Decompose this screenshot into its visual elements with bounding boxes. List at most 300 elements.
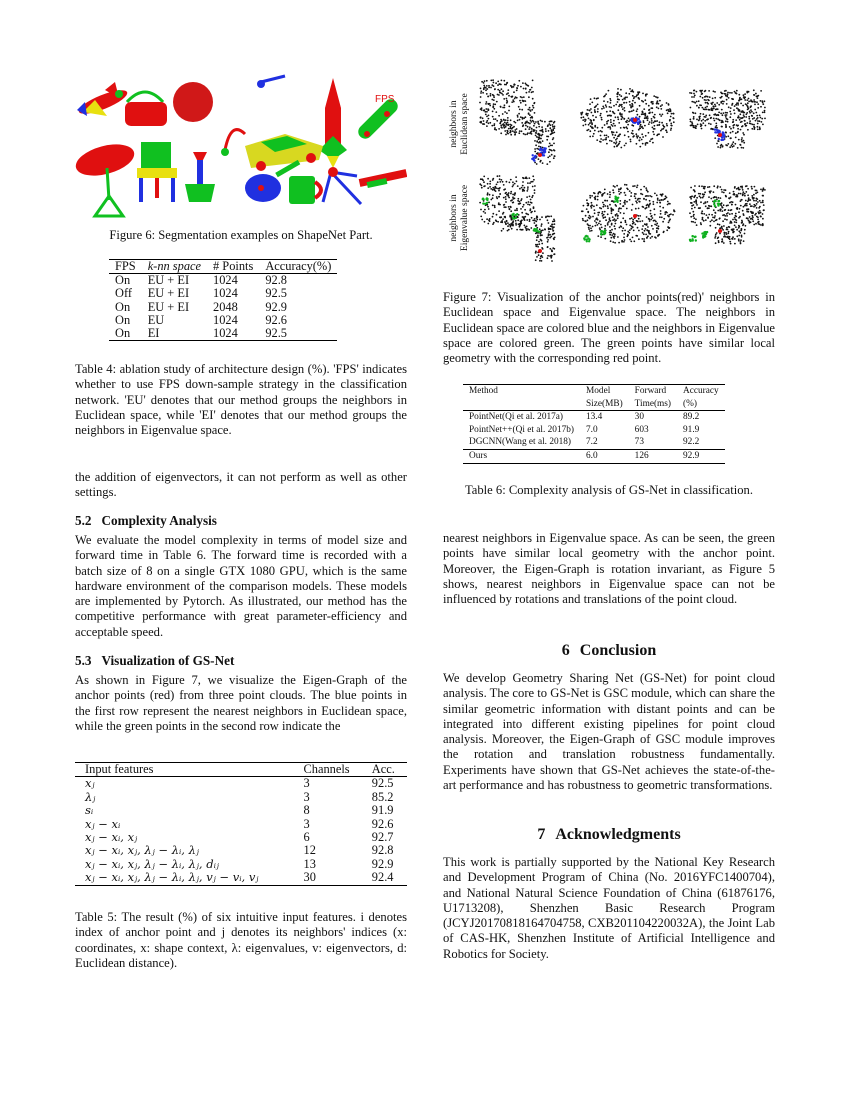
table-row <box>463 424 725 437</box>
cloud-point <box>486 80 488 82</box>
cloud-point <box>628 136 630 138</box>
cloud-point <box>660 108 662 110</box>
cloud-point <box>718 241 720 243</box>
cloud-point <box>592 127 594 129</box>
cloud-point <box>501 120 503 122</box>
cloud-point <box>551 150 553 152</box>
cloud-point <box>550 129 552 131</box>
cloud-point <box>527 126 529 128</box>
cloud-point <box>716 232 718 234</box>
cloud-point <box>493 118 495 120</box>
cloud-point <box>552 230 554 232</box>
cloud-point <box>510 134 512 136</box>
cloud-point <box>521 122 523 124</box>
cloud-point <box>609 230 611 232</box>
neighbor-point <box>586 235 588 237</box>
table-cell: On <box>115 273 131 288</box>
cloud-point <box>550 145 552 147</box>
cloud-point <box>501 230 503 232</box>
cloud-point <box>739 144 741 146</box>
table-6-header: Forward <box>629 385 677 398</box>
cloud-point <box>726 227 728 229</box>
cloud-point <box>735 92 737 94</box>
cloud-point <box>643 233 645 235</box>
cloud-point <box>487 109 489 111</box>
cloud-point <box>750 105 752 107</box>
cloud-point <box>514 192 516 194</box>
cloud-point <box>651 118 653 120</box>
cloud-point <box>485 103 487 105</box>
cloud-point <box>694 190 696 192</box>
cloud-point <box>547 237 549 239</box>
cloud-point <box>641 113 643 115</box>
cloud-point <box>751 205 753 207</box>
cloud-point <box>541 223 543 225</box>
cloud-point <box>739 189 741 191</box>
cloud-point <box>526 92 528 94</box>
cloud-point <box>762 112 764 114</box>
cloud-point <box>512 201 514 203</box>
cloud-point <box>617 236 619 238</box>
cloud-point <box>621 115 623 117</box>
table-cell: 73 <box>634 437 644 448</box>
cloud-point <box>613 105 615 107</box>
cloud-point <box>632 237 634 239</box>
cloud-point <box>660 213 662 215</box>
cloud-point <box>756 203 758 205</box>
cloud-point <box>650 219 652 221</box>
cloud-point <box>616 185 618 187</box>
cloud-point <box>639 125 641 127</box>
neighbor-point <box>713 203 715 205</box>
cloud-point <box>706 109 708 111</box>
cloud-point <box>700 123 702 125</box>
cloud-point <box>660 105 662 107</box>
cloud-point <box>619 193 621 195</box>
mug-shape <box>289 176 321 204</box>
cloud-point <box>734 219 736 221</box>
cloud-point <box>716 125 718 127</box>
cloud-point <box>604 225 606 227</box>
cloud-point <box>517 216 519 218</box>
cloud-point <box>733 127 735 129</box>
cloud-point <box>656 231 658 233</box>
cloud-point <box>699 96 701 98</box>
cloud-point <box>742 105 744 107</box>
cloud-point <box>592 135 594 137</box>
cloud-point <box>484 111 486 113</box>
cloud-point <box>647 195 649 197</box>
cloud-point <box>502 213 504 215</box>
cloud-point <box>494 89 496 91</box>
cloud-point <box>698 100 700 102</box>
cloud-point <box>486 204 488 206</box>
cloud-point <box>517 219 519 221</box>
section-number: 7 <box>537 826 546 843</box>
cloud-point <box>517 185 519 187</box>
cloud-point <box>695 127 697 129</box>
cloud-point <box>753 200 755 202</box>
cloud-point <box>486 125 488 127</box>
cloud-point <box>596 139 598 141</box>
svg-text:FPS: FPS <box>375 94 395 105</box>
cloud-point <box>619 104 621 106</box>
cloud-point <box>634 102 636 104</box>
cloud-point <box>610 121 612 123</box>
cloud-point <box>551 133 553 135</box>
cloud-point <box>616 141 618 143</box>
table-cell: 30 <box>634 412 644 423</box>
cloud-point <box>626 235 628 237</box>
cloud-point <box>716 143 718 145</box>
cloud-point <box>661 104 663 106</box>
cloud-point <box>510 210 512 212</box>
cloud-point <box>618 122 620 124</box>
cloud-point <box>639 221 641 223</box>
cloud-point <box>654 114 656 116</box>
cloud-point <box>753 112 755 114</box>
cloud-point <box>708 214 710 216</box>
cloud-point <box>541 120 543 122</box>
table-cell: xⱼ − xᵢ, xⱼ, λⱼ − λᵢ, λⱼ <box>85 843 199 858</box>
cloud-point <box>609 194 611 196</box>
cloud-point <box>750 221 752 223</box>
cloud-point <box>642 194 644 196</box>
cloud-point <box>690 196 692 198</box>
cloud-point <box>726 96 728 98</box>
cloud-point <box>512 127 514 129</box>
cloud-point <box>649 112 651 114</box>
cloud-point <box>585 215 587 217</box>
cloud-point <box>580 117 582 119</box>
cloud-point <box>709 186 711 188</box>
cap-shape <box>173 82 213 122</box>
cloud-point <box>605 219 607 221</box>
cloud-point <box>651 122 653 124</box>
cloud-point <box>757 192 759 194</box>
cloud-point <box>729 92 731 94</box>
neighbor-point <box>614 196 616 198</box>
cloud-point <box>714 97 716 99</box>
cloud-point <box>505 201 507 203</box>
table-cell: xⱼ − xᵢ <box>85 816 121 831</box>
cloud-point <box>594 130 596 132</box>
cloud-point <box>757 201 759 203</box>
cloud-point <box>742 125 744 127</box>
cloud-point <box>554 220 556 222</box>
cloud-point <box>591 204 593 206</box>
cloud-point <box>590 98 592 100</box>
cloud-point <box>699 195 701 197</box>
cloud-point <box>732 103 734 105</box>
cloud-point <box>715 196 717 198</box>
cloud-point <box>758 223 760 225</box>
cloud-point <box>764 100 766 102</box>
cloud-point <box>734 217 736 219</box>
cloud-point <box>734 143 736 145</box>
cloud-point <box>702 97 704 99</box>
cloud-point <box>622 227 624 229</box>
cloud-point <box>714 196 716 198</box>
point-cloud-visualization <box>475 72 775 267</box>
cloud-point <box>502 181 504 183</box>
cloud-point <box>497 221 499 223</box>
cloud-point <box>734 225 736 227</box>
cloud-point <box>726 219 728 221</box>
cloud-point <box>644 115 646 117</box>
neighbor-point <box>600 233 602 235</box>
neighbor-point <box>706 231 708 233</box>
cloud-point <box>617 98 619 100</box>
cloud-point <box>745 225 747 227</box>
cloud-point <box>634 193 636 195</box>
cloud-point <box>743 114 745 116</box>
cloud-point <box>739 232 741 234</box>
cloud-point <box>740 193 742 195</box>
table-cell: xⱼ − xᵢ, xⱼ <box>85 830 138 845</box>
cloud-point <box>602 211 604 213</box>
cloud-point <box>483 82 485 84</box>
cloud-point <box>669 108 671 110</box>
cloud-point <box>702 119 704 121</box>
cloud-point <box>632 130 634 132</box>
cloud-point <box>607 136 609 138</box>
cloud-point <box>626 126 628 128</box>
cloud-point <box>499 193 501 195</box>
cloud-point <box>535 144 537 146</box>
cloud-point <box>738 187 740 189</box>
cloud-point <box>729 241 731 243</box>
cloud-point <box>628 93 630 95</box>
cloud-point <box>493 125 495 127</box>
cloud-point <box>634 185 636 187</box>
cloud-point <box>762 102 764 104</box>
cloud-point <box>648 132 650 134</box>
cloud-point <box>590 216 592 218</box>
cloud-point <box>646 237 648 239</box>
anchor-point <box>538 249 542 253</box>
cloud-point <box>663 126 665 128</box>
table-cell: 92.6 <box>265 312 287 327</box>
cloud-point <box>743 96 745 98</box>
section-5-3-body: As shown in Figure 7, we visualize the Eigen-Graph of the anchor points (red) from three point clouds. The blue points in the first row represent the nearest neighbors in Euclidean space, while the green points in the second row indicate the <box>75 673 407 733</box>
cloud-point <box>755 120 757 122</box>
cloud-point <box>527 85 529 87</box>
cloud-point <box>740 117 742 119</box>
cloud-point <box>648 123 650 125</box>
cloud-point <box>715 242 717 244</box>
cloud-point <box>690 121 692 123</box>
cloud-point <box>642 136 644 138</box>
cloud-point <box>494 205 496 207</box>
cloud-point <box>627 131 629 133</box>
cloud-point <box>645 228 647 230</box>
cloud-point <box>615 223 617 225</box>
cloud-point <box>534 189 536 191</box>
cloud-point <box>532 80 534 82</box>
cloud-point <box>743 140 745 142</box>
cloud-point <box>486 120 488 122</box>
cloud-point <box>633 230 635 232</box>
cloud-point <box>614 125 616 127</box>
cloud-point <box>742 147 744 149</box>
cloud-point <box>609 219 611 221</box>
cloud-point <box>727 143 729 145</box>
cloud-point <box>581 113 583 115</box>
cloud-point <box>604 124 606 126</box>
cloud-point <box>749 203 751 205</box>
cloud-point <box>553 132 555 134</box>
cloud-point <box>493 108 495 110</box>
cloud-point <box>696 224 698 226</box>
cloud-point <box>630 107 632 109</box>
cloud-point <box>642 220 644 222</box>
neighbor-point <box>586 240 588 242</box>
cloud-point <box>508 208 510 210</box>
cloud-point <box>536 239 538 241</box>
neighbor-point <box>604 229 606 231</box>
cloud-point <box>659 206 661 208</box>
cloud-point <box>637 114 639 116</box>
cloud-point <box>533 207 535 209</box>
cloud-point <box>758 221 760 223</box>
cloud-point <box>735 215 737 217</box>
cloud-point <box>740 111 742 113</box>
section-5-2-body: We evaluate the model complexity in terms of model size and forward time in Table 6. The forward time is recorded with a batch size of 8 on a single GTX 1080 GPU, which is the same hardware environment of the comparison models. These models are implemented by Pytorch. As illustrated, our method has the competitive performance with great parameter-efficiency and acceptable speed. <box>75 533 407 639</box>
cloud-point <box>724 209 726 211</box>
table-cell: 126 <box>629 449 677 463</box>
table-row <box>75 858 407 871</box>
cloud-point <box>641 126 643 128</box>
cloud-point <box>586 199 588 201</box>
cloud-point <box>515 220 517 222</box>
airplane-shape <box>76 82 129 118</box>
cloud-point <box>659 202 661 204</box>
cloud-point <box>525 202 527 204</box>
cloud-point <box>723 204 725 206</box>
point-cloud-car-row-2 <box>581 184 676 244</box>
cloud-point <box>601 108 603 110</box>
cloud-point <box>531 202 533 204</box>
cloud-point <box>707 217 709 219</box>
cloud-point <box>604 189 606 191</box>
cloud-point <box>746 122 748 124</box>
cloud-point <box>741 220 743 222</box>
section-7-body: This work is partially supported by the National Key Research and Development Program of China (No. 2016YFC1400704), and National Natural Science Foundation of China (61876176, U1713208), Shenzhen Basic Research Program (JCYJ20170818164704758, CXB201104220032A), the Joint Lab of CAS-HK, Shenzhen Institute of Artificial Intelligence and Robotics for Society. <box>443 855 775 961</box>
cloud-point <box>648 218 650 220</box>
cloud-point <box>738 193 740 195</box>
cloud-point <box>601 119 603 121</box>
cloud-point <box>609 204 611 206</box>
cloud-point <box>503 119 505 121</box>
table-cell: On <box>115 299 131 314</box>
cloud-point <box>757 117 759 119</box>
neighbor-point <box>691 235 693 237</box>
cloud-point <box>757 129 759 131</box>
cloud-point <box>591 202 593 204</box>
cloud-point <box>503 204 505 206</box>
cloud-point <box>691 221 693 223</box>
cloud-point <box>588 118 590 120</box>
cloud-point <box>625 143 627 145</box>
cloud-point <box>750 109 752 111</box>
cloud-point <box>717 237 719 239</box>
cloud-point <box>723 232 725 234</box>
neighbor-point <box>588 240 590 242</box>
cloud-point <box>655 120 657 122</box>
cloud-point <box>481 219 483 221</box>
cloud-point <box>706 102 708 104</box>
cloud-point <box>693 96 695 98</box>
cloud-point <box>754 214 756 216</box>
cloud-point <box>705 96 707 98</box>
cloud-point <box>613 123 615 125</box>
cloud-point <box>594 209 596 211</box>
cloud-point <box>525 128 527 130</box>
cloud-point <box>539 260 541 262</box>
cloud-point <box>624 192 626 194</box>
cloud-point <box>486 101 488 103</box>
cloud-point <box>643 120 645 122</box>
point-cloud-table-row-1 <box>689 89 766 148</box>
cloud-point <box>638 218 640 220</box>
cloud-point <box>537 152 539 154</box>
cloud-point <box>512 186 514 188</box>
cloud-point <box>622 205 624 207</box>
cloud-point <box>637 199 639 201</box>
cloud-point <box>521 187 523 189</box>
cloud-point <box>601 213 603 215</box>
cloud-point <box>733 191 735 193</box>
cloud-point <box>528 201 530 203</box>
neighbor-point <box>538 231 540 233</box>
cloud-point <box>610 119 612 121</box>
cloud-point <box>607 224 609 226</box>
cloud-point <box>743 134 745 136</box>
cloud-point <box>694 102 696 104</box>
cloud-point <box>610 100 612 102</box>
cloud-point <box>695 218 697 220</box>
cloud-point <box>719 120 721 122</box>
cloud-point <box>725 144 727 146</box>
cloud-point <box>701 93 703 95</box>
cloud-point <box>624 145 626 147</box>
cloud-point <box>624 127 626 129</box>
cloud-point <box>527 188 529 190</box>
cloud-point <box>660 210 662 212</box>
cloud-point <box>635 208 637 210</box>
cloud-point <box>502 113 504 115</box>
right-continuation-paragraph: nearest neighbors in Eigenvalue space. As can be seen, the green points have similar local geometry with the anchor point. Moreover, the Eigen-Graph is rotation invariant, as Figure 5 shows, nearest neighbors in Eigenvalue space can not be influenced by rotations and translations of the point cloud. <box>443 531 775 607</box>
cloud-point <box>736 194 738 196</box>
cloud-point <box>698 120 700 122</box>
cloud-point <box>485 89 487 91</box>
cloud-point <box>629 218 631 220</box>
cloud-point <box>599 220 601 222</box>
cloud-point <box>654 193 656 195</box>
cloud-point <box>757 103 759 105</box>
table-row <box>75 818 407 831</box>
cloud-point <box>596 222 598 224</box>
cloud-point <box>738 230 740 232</box>
cloud-point <box>487 96 489 98</box>
cloud-point <box>754 109 756 111</box>
cloud-point <box>610 240 612 242</box>
cloud-point <box>737 128 739 130</box>
cloud-point <box>653 134 655 136</box>
cloud-point <box>540 239 542 241</box>
cloud-point <box>639 215 641 217</box>
